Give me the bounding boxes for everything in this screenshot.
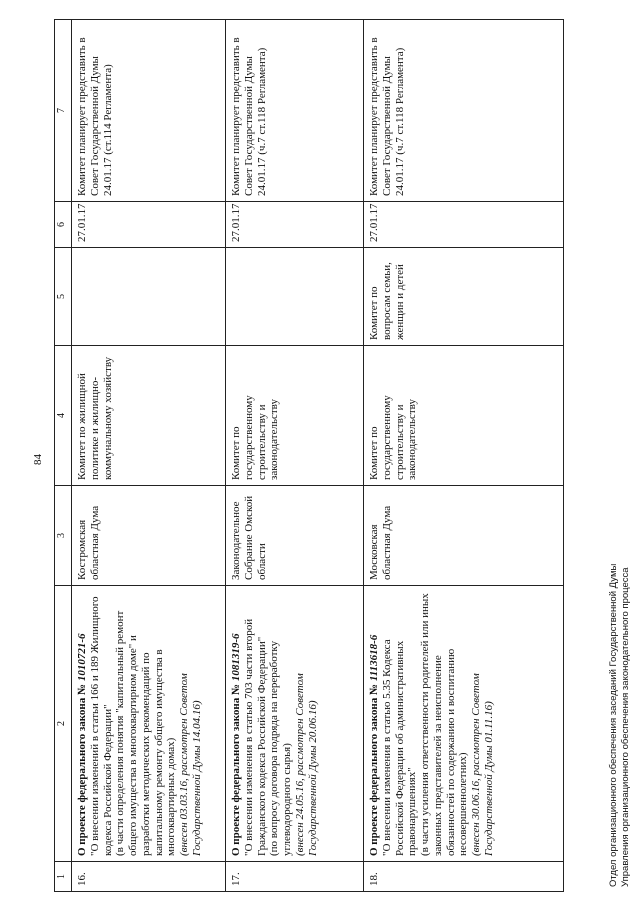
footer [608,564,632,887]
co-committee [226,248,364,346]
responsible-committee: Комитет по жилищной политике и жилищно-коммунальному хозяйству [72,346,226,486]
row-number: 16. [72,862,226,892]
planned-action: Комитет планирует представить в Совет Государственной Думы 24.01.17 (ч.7 ст.118 Регламента) [364,20,564,202]
initiator: Московская областная Дума [364,486,564,586]
col-header-5: 5 [55,248,72,346]
col-header-3: 3 [55,486,72,586]
footer-line-2: Управления организационного обеспечения законодательного процесса [619,567,631,887]
initiator: Костромская областная Дума [72,486,226,586]
row-number: 17. [226,862,364,892]
co-committee: Комитет по вопросам семьи, женщин и детей [364,248,564,346]
footer-line-1: Отдел организационного обеспечения заседаний Государственной Думы [608,563,619,887]
responsible-committee: Комитет по государственному строительству и законодательству [364,346,564,486]
table-row [72,20,226,892]
bill-intro: О проекте федерального закона № 1010721-6 [76,633,88,856]
bill-number: 1081319-6 [230,633,242,682]
bill-title: "О внесении изменения в статью 703 части второй Гражданского кодекса Российской Федерации" [242,618,268,856]
col-header-4: 4 [55,346,72,486]
table-row [226,20,364,892]
planned-action: Комитет планирует представить в Совет Государственной Думы 24.01.17 (ч.7 ст.118 Регламента) [226,20,364,202]
date: 27.01.17 [226,202,364,248]
bill-note: (внесен 03.03.16, рассмотрен Советом Государственной Думы 14.04.16) [178,673,203,856]
initiator: Законодательное Собрание Омской области [226,486,364,586]
bill-note: (внесен 24.05.16, рассмотрен Советом Государственной Думы 20.06.16) [293,673,319,856]
date: 27.01.17 [364,202,564,248]
header-row [55,20,72,892]
co-committee [72,248,226,346]
bill-description [72,586,226,862]
bill-intro: О проекте федерального закона № 1113618-6 [368,634,380,856]
bill-description [364,586,564,862]
bill-detail: (в части усиления ответственности родителей или иных законных представителей за неисполнение обязанностей по содержанию и воспитанию несовершеннолетних) [419,593,470,856]
col-header-6: 6 [55,202,72,248]
col-header-2: 2 [55,586,72,862]
date: 27.01.17 [72,202,226,248]
bill-number: 1113618-6 [368,634,380,682]
page-number: 84 [32,454,44,465]
bill-note: (внесен 30.06.16, рассмотрен Советом Государственной Думы 01.11.16) [470,673,495,856]
table-row [364,20,564,892]
bill-title: "О внесении изменения в статью 5.35 Кодекса Российской Федерации об административных правонарушениях" [380,639,419,856]
bill-number: 1010721-6 [76,633,88,682]
row-number: 18. [364,862,564,892]
responsible-committee: Комитет по государственному строительству и законодательству [226,346,364,486]
bill-description [226,586,364,862]
col-header-1: 1 [55,862,72,892]
bills-table [54,19,564,892]
bill-intro: О проекте федерального закона № 1081319-6 [230,633,242,856]
bill-title: "О внесении изменений в статьи 166 и 189 Жилищного кодекса Российской Федерации" [88,596,114,856]
col-header-7: 7 [55,20,72,202]
planned-action: Комитет планирует представить в Совет Государственной Думы 24.01.17 (ст.114 Регламента) [72,20,226,202]
bill-detail: (в части определения понятия "капитальный ремонт общего имущества в многоквартирном доме" и разработки методических рекомендаций по капитальному ремонту общего имущества в многоквартирных домах) [114,610,178,856]
bill-detail: (по вопросу договора подряда на переработку углеводородного сырья) [268,640,293,856]
